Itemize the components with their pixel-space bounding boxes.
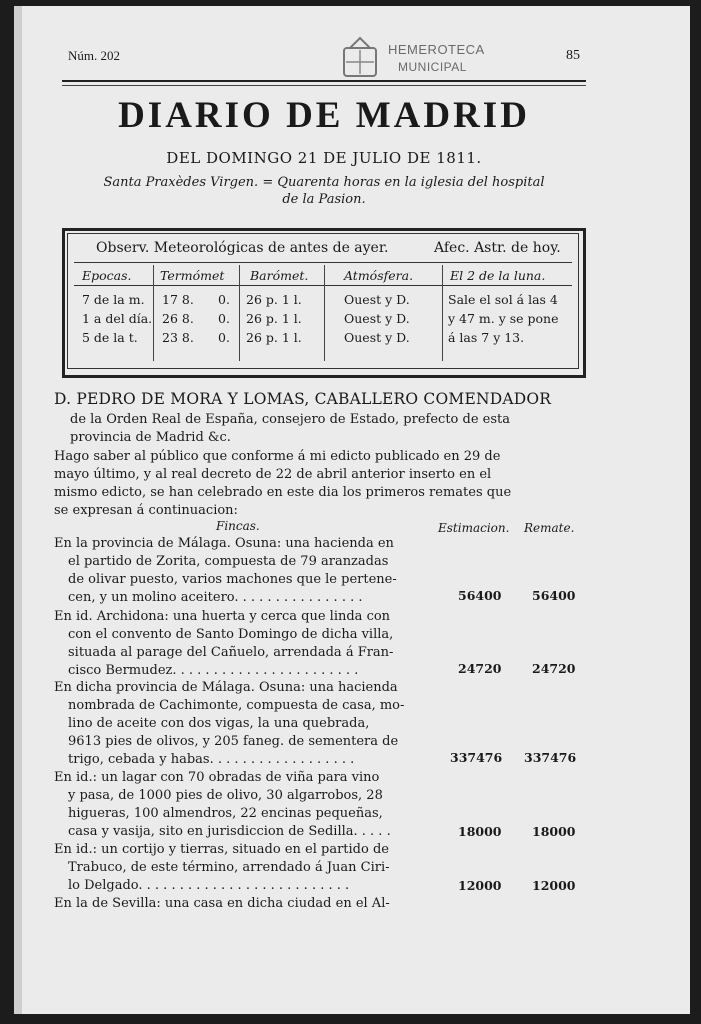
remate-value: 18000 xyxy=(532,824,576,839)
item-line: En id.: un cortijo y tierras, situado en el partido de xyxy=(54,842,389,857)
meteo-cell: 5 de la t. xyxy=(82,330,138,345)
estimacion-value: 337476 xyxy=(450,750,503,765)
meteo-rule xyxy=(74,285,572,286)
meteo-cell: 0. xyxy=(218,330,230,345)
meteo-cell: 26 8. xyxy=(162,311,194,326)
item-line: higueras, 100 almendros, 22 encinas pequeñas, xyxy=(68,806,383,821)
item-line: En id.: un lagar con 70 obradas de viña para vino xyxy=(54,770,380,785)
column-header-fincas: Fincas. xyxy=(216,519,260,533)
meteo-cell: 17 8. xyxy=(162,292,194,307)
meteo-header-atmosfera: Atmósfera. xyxy=(344,268,414,283)
item-line: En id. Archidona: una huerta y cerca que linda con xyxy=(54,609,391,624)
meteo-header-epocas: Epocas. xyxy=(82,268,132,283)
page-edge xyxy=(14,6,22,1014)
meteo-header-barometro: Barómet. xyxy=(250,268,309,283)
meteo-divider xyxy=(442,265,443,361)
intro-line: mayo último, y al real decreto de 22 de abril anterior inserto en el xyxy=(54,467,492,482)
meteo-cell: Ouest y D. xyxy=(344,311,410,326)
meteo-cell: 0. xyxy=(218,292,230,307)
meteo-cell: 0. xyxy=(218,311,230,326)
item-line: lo Delgado. . . . . . . . . . . . . . . . . . . . . . . . . . xyxy=(68,878,350,893)
item-line: En la provincia de Málaga. Osuna: una hacienda en xyxy=(54,536,394,551)
meteo-cell: 26 p. 1 l. xyxy=(246,292,302,307)
item-line: de olivar puesto, varios machones que le pertene- xyxy=(68,572,397,587)
item-line: En la de Sevilla: una casa en dicha ciudad en el Al- xyxy=(54,896,390,911)
item-line: casa y vasija, sito en jurisdiccion de Sedilla. . . . . xyxy=(68,824,391,839)
masthead: DIARIO DE MADRID xyxy=(118,95,530,136)
remate-value: 24720 xyxy=(532,661,576,676)
intro-line: mismo edicto, se han celebrado en este dia los primeros remates que xyxy=(54,485,512,500)
astro-line: Sale el sol á las 4 xyxy=(448,292,558,307)
meteo-title: Observ. Meteorológicas de antes de ayer. xyxy=(96,240,389,256)
remate-value: 337476 xyxy=(524,750,577,765)
meteo-rule xyxy=(74,262,572,263)
meteo-header-termometro: Termómet xyxy=(160,268,225,283)
item-line: lino de aceite con dos vigas, la una quebrada, xyxy=(68,716,370,731)
library-stamp xyxy=(336,32,516,86)
notice-heading-cont: de la Orden Real de España, consejero de Estado, prefecto de esta xyxy=(70,412,510,427)
column-header-estimacion: Estimacion. xyxy=(438,521,510,535)
meteo-cell: Ouest y D. xyxy=(344,292,410,307)
column-header-remate: Remate. xyxy=(524,521,575,535)
astro-line: á las 7 y 13. xyxy=(448,330,525,345)
header-rule-thin xyxy=(62,85,586,86)
header-rule xyxy=(62,80,586,82)
meteo-cell: 1 a del día. xyxy=(82,311,153,326)
saints-line xyxy=(56,174,592,208)
remate-value: 56400 xyxy=(532,588,576,603)
item-line: cisco Bermudez. . . . . . . . . . . . . . . . . . . . . . . xyxy=(68,663,359,678)
meteo-divider xyxy=(324,265,325,361)
astro-line: y 47 m. y se pone xyxy=(448,311,559,326)
stamp-line-2: MUNICIPAL xyxy=(398,60,467,74)
remate-value: 12000 xyxy=(532,878,576,893)
meteo-cell: 26 p. 1 l. xyxy=(246,330,302,345)
newspaper-page xyxy=(14,6,690,1014)
item-line: el partido de Zorita, compuesta de 79 aranzadas xyxy=(68,554,389,569)
estimacion-value: 18000 xyxy=(458,824,502,839)
saints-line-1: Santa Praxèdes Virgen. = Quarenta horas en la iglesia del hospital xyxy=(103,175,545,190)
item-line: 9613 pies de olivos, y 205 faneg. de sementera de xyxy=(68,734,399,749)
notice-heading-cont: provincia de Madrid &c. xyxy=(70,430,231,445)
meteo-divider xyxy=(239,265,240,361)
item-line: Trabuco, de este término, arrendado á Juan Ciri- xyxy=(68,860,390,875)
intro-line: Hago saber al público que conforme á mi edicto publicado en 29 de xyxy=(54,449,501,464)
item-line: con el convento de Santo Domingo de dicha villa, xyxy=(68,627,394,642)
item-line: nombrada de Cachimonte, compuesta de casa, mo- xyxy=(68,698,405,713)
astro-title: Afec. Astr. de hoy. xyxy=(434,240,561,256)
dateline: DEL DOMINGO 21 DE JULIO DE 1811. xyxy=(166,149,482,167)
estimacion-value: 56400 xyxy=(458,588,502,603)
notice-heading: D. PEDRO DE MORA Y LOMAS, CABALLERO COMENDADOR xyxy=(54,390,552,408)
stamp-line-1: HEMEROTECA xyxy=(388,42,485,57)
page-number: 85 xyxy=(566,48,580,63)
item-line: cen, y un molino aceitero. . . . . . . . . . . . . . . . xyxy=(68,590,363,605)
meteo-cell: 23 8. xyxy=(162,330,194,345)
item-line: situada al parage del Cañuelo, arrendada á Fran- xyxy=(68,645,394,660)
item-line: En dicha provincia de Málaga. Osuna: una hacienda xyxy=(54,680,398,695)
estimacion-value: 12000 xyxy=(458,878,502,893)
meteo-header-luna: El 2 de la luna. xyxy=(450,268,546,283)
item-line: trigo, cebada y habas. . . . . . . . . . . . . . . . . . xyxy=(68,752,355,767)
crest-icon xyxy=(336,36,384,80)
intro-line: se expresan á continuacion: xyxy=(54,503,238,518)
saints-line-2: de la Pasion. xyxy=(282,192,366,207)
meteo-cell: 7 de la m. xyxy=(82,292,145,307)
issue-number: Núm. 202 xyxy=(68,48,120,63)
estimacion-value: 24720 xyxy=(458,661,502,676)
meteo-cell: Ouest y D. xyxy=(344,330,410,345)
meteo-cell: 26 p. 1 l. xyxy=(246,311,302,326)
meteo-divider xyxy=(153,265,154,361)
item-line: y pasa, de 1000 pies de olivo, 30 algarrobos, 28 xyxy=(68,788,383,803)
